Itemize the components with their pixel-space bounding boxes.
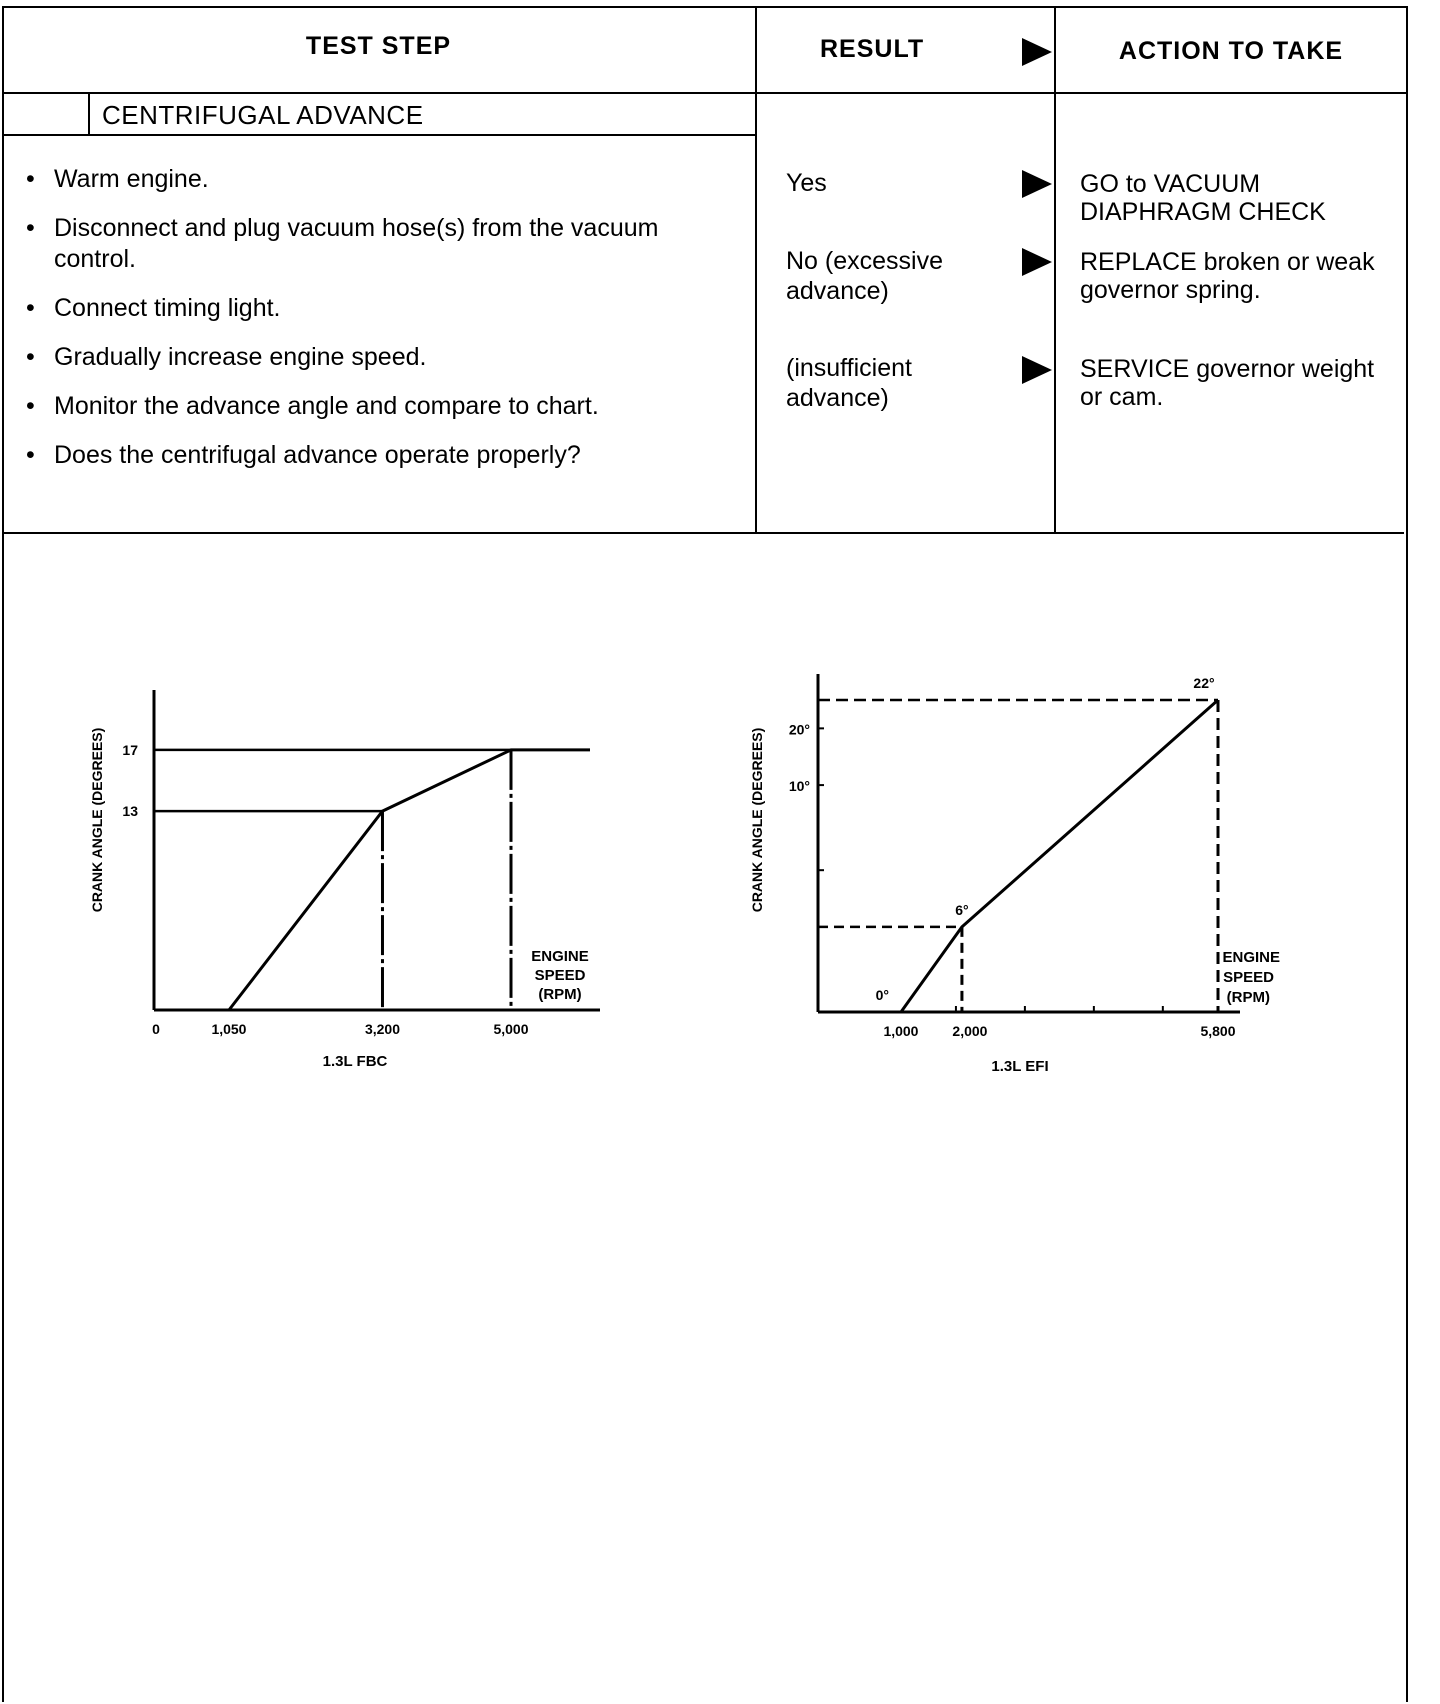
section-title: CENTRIFUGAL ADVANCE — [102, 100, 424, 130]
y-tick-label: 13 — [122, 803, 138, 820]
x-tick-label: 5,800 — [1200, 1023, 1236, 1039]
point-label: 6° — [955, 901, 969, 918]
step-item: • Gradually increase engine speed. — [24, 342, 704, 373]
step-item: • Connect timing light. — [24, 293, 704, 324]
x-tick-label: 1,050 — [211, 1021, 247, 1037]
x-tick-label: 5,000 — [493, 1021, 529, 1037]
test-steps-list — [24, 164, 704, 489]
x-tick-label: 0 — [152, 1021, 160, 1037]
result-yes: Yes — [786, 169, 827, 197]
result-arrow-icon — [1022, 170, 1052, 198]
col-divider-1 — [755, 8, 757, 534]
point-label: 0° — [875, 987, 889, 1003]
x-tick-label: 1,000 — [883, 1023, 919, 1039]
chart-efi-xlabel-line: (RPM) — [1226, 989, 1270, 1006]
chart-fbc-xlabel-line: ENGINE — [531, 948, 589, 965]
action-no: REPLACE broken or weak governor spring. — [1080, 248, 1375, 304]
chart-fbc-ylabel: CRANK ANGLE (DEGREES) — [89, 727, 105, 913]
header-result: RESULT — [820, 35, 925, 63]
chart-efi — [740, 660, 1300, 1090]
step-item: • Disconnect and plug vacuum hose(s) from the vacuum control. — [24, 213, 694, 275]
chart-fbc-title: 1.3L FBC — [322, 1053, 388, 1070]
chart-efi-title: 1.3L EFI — [991, 1058, 1049, 1075]
chart-efi-ylabel: CRANK ANGLE (DEGREES) — [749, 727, 765, 913]
header-action: ACTION TO TAKE — [1118, 37, 1344, 65]
header-test-step: TEST STEP — [305, 32, 452, 60]
result-no: No (excessive advance) — [786, 247, 943, 305]
chart-fbc-xlabel-line: SPEED — [534, 967, 586, 984]
action-insufficient: SERVICE governor weight or cam. — [1080, 355, 1375, 411]
chart-fbc — [80, 670, 640, 1090]
step-item: • Monitor the advance angle and compare to chart. — [24, 391, 704, 422]
chart-fbc-xlabel-line: (RPM) — [538, 986, 582, 1003]
y-tick-label: 20° — [788, 721, 810, 738]
result-arrow-icon — [1022, 356, 1052, 384]
series-line — [901, 700, 1218, 1012]
header-divider — [2, 92, 1406, 94]
chart-efi-xlabel-line: ENGINE — [1222, 949, 1280, 966]
step-item: • Warm engine. — [24, 164, 704, 195]
y-tick-label: 17 — [122, 741, 138, 758]
point-label: 22° — [1193, 675, 1215, 691]
action-yes: GO to VACUUM DIAPHRAGM CHECK — [1080, 170, 1326, 226]
x-tick-label: 2,000 — [952, 1023, 988, 1039]
chart-efi-xlabel-line: SPEED — [1223, 969, 1274, 986]
col-divider-2 — [1054, 8, 1056, 534]
result-insufficient: (insufficient advance) — [786, 354, 912, 412]
section-box-divider — [88, 92, 90, 134]
x-tick-label: 3,200 — [364, 1021, 401, 1037]
table-bottom — [2, 532, 1404, 534]
section-divider — [2, 134, 755, 136]
y-tick-label: 10° — [788, 778, 810, 795]
step-item: • Does the centrifugal advance operate properly? — [24, 440, 704, 471]
result-arrow-icon — [1022, 248, 1052, 276]
header-arrow-icon — [1022, 38, 1052, 66]
